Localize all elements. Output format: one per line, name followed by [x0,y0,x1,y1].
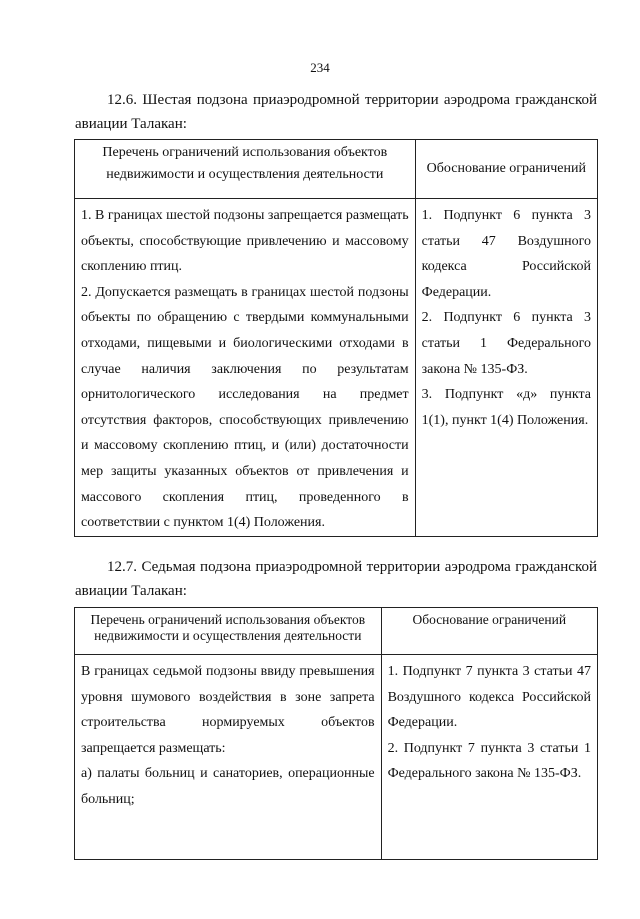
restriction-item: 1. В границах шестой подзоны запрещается размещать объекты, способствующие привлечению и массовому скоплению птиц. [81,208,409,275]
header-restrictions-list: Перечень ограничений использования объектов недвижимости и осуществления деятельности [75,608,382,655]
table-header-row [75,140,598,199]
ground-item: 2. Подпункт 6 пункта 3 статьи 1 Федерального закона № 135-ФЗ. [421,310,591,377]
ground-item: 3. Подпункт «д» пункта 1(1), пункт 1(4) Положения. [421,387,591,428]
restrictions-table-6th-subzone [74,139,598,537]
restrictions-table-7th-subzone [74,607,598,860]
table-row [75,655,598,860]
ground-item: 2. Подпункт 7 пункта 3 статьи 1 Федерального закона № 135-ФЗ. [387,740,591,782]
table-row [75,199,598,537]
restriction-item: 2. Допускается размещать в границах шестой подзоны объекты по обращению с твердыми коммунальными отходами, пищевыми и биологическими отходами в случае наличия заключения по результатам орнитологического исследования на предмет отсутствия факторов, способствующих привлечению и массовому скоплению птиц, и (или) достаточности мер защиты указанных объектов от привлечения и массового скопления птиц, проведенного в соответствии с пунктом 1(4) Положения. [81,284,409,531]
section-heading-7th-subzone: 12.7. Седьмая подзона приаэродромной территории аэродрома гражданской авиации Талакан: [75,559,597,599]
restriction-item: В границах седьмой подзоны ввиду превышения уровня шумового воздействия в зоне запрета строительства нормируемых объектов запрещается размещать: [81,664,375,756]
grounds-cell [415,199,597,537]
header-grounds: Обоснование ограничений [381,608,597,655]
grounds-cell [381,655,597,860]
restrictions-cell [75,199,416,537]
restrictions-cell [75,655,382,860]
header-grounds: Обоснование ограничений [415,140,597,199]
table-header-row [75,608,598,655]
page-number: 234 [310,60,330,75]
ground-item: 1. Подпункт 7 пункта 3 статьи 47 Воздушного кодекса Российской Федерации. [387,664,591,731]
section-heading-6th-subzone: 12.6. Шестая подзона приаэродромной территории аэродрома гражданской авиации Талакан: [75,92,597,132]
ground-item: 1. Подпункт 6 пункта 3 статьи 47 Воздушного кодекса Российской Федерации. [421,208,591,300]
header-restrictions-list: Перечень ограничений использования объектов недвижимости и осуществления деятельности [75,140,416,199]
restriction-item: а) палаты больниц и санаториев, операционные больниц; [81,766,375,807]
